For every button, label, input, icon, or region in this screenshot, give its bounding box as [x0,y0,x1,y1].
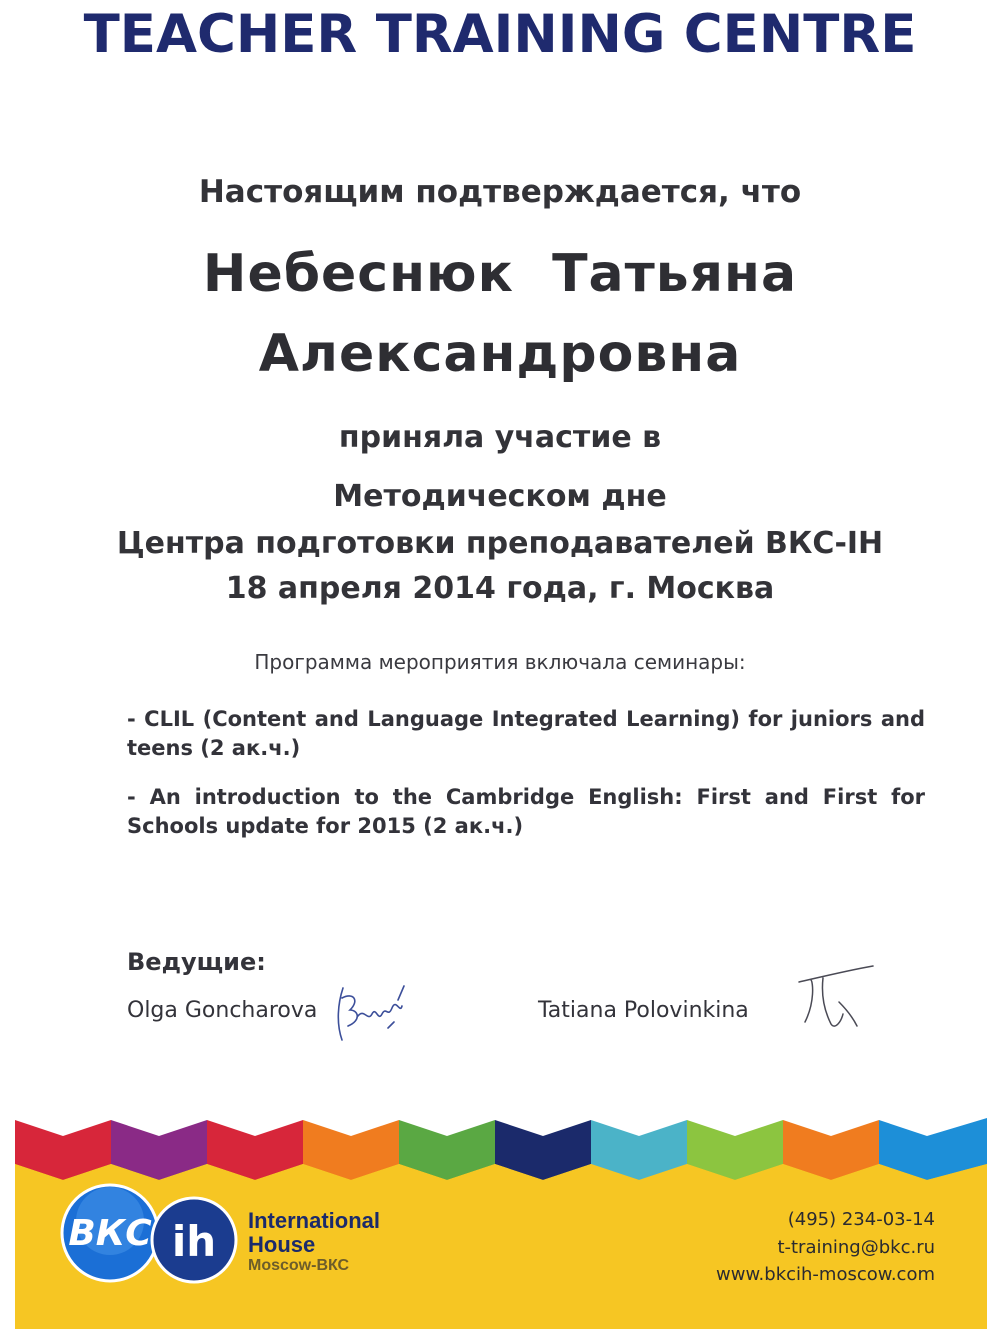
contact-email[interactable]: t-training@bkc.ru [777,1237,935,1258]
recipient-name-line1: Небеснюк Татьяна [202,244,798,304]
leader-name: Olga Goncharova [127,998,318,1023]
leader-name: Tatiana Polovinkina [538,998,749,1023]
ih-logo [150,1196,238,1284]
participation-text: приняла участие в [338,420,662,455]
program-intro: Программа мероприятия включала семинары: [254,650,746,674]
org-name-line2: House [248,1232,316,1257]
confirmation-text: Настоящим подтверждается, что [198,174,802,210]
event-title-line2: Центра подготовки преподавателей ВКС-IH [116,526,884,561]
recipient-name-line2: Александровна [258,324,742,384]
bkc-logo-text: ВКС [68,1213,152,1254]
contact-website[interactable]: www.bkcih-moscow.com [716,1264,935,1285]
bkc-logo [60,1183,160,1283]
event-date-location: 18 апреля 2014 года, г. Москва [225,571,775,606]
page-title: TEACHER TRAINING CENTRE [83,4,917,65]
seminar-item: - An introduction to the Cambridge English: First and First for Schools update for 2015 (2 ак.ч.) [127,785,925,838]
seminar-item: - CLIL (Content and Language Integrated Learning) for juniors and teens (2 ак.ч.) [127,707,925,760]
contact-phone: (495) 234-03-14 [787,1209,935,1230]
ih-logo-text: ih [171,1217,217,1266]
signature-polovinkina [795,962,880,1037]
event-title-line1: Методическом дне [333,479,667,514]
org-name-line1: International [248,1208,381,1233]
signature-goncharova [328,978,418,1053]
org-name-line3: Moscow-ВКС [248,1257,350,1274]
leaders-label: Ведущие: [127,948,266,976]
